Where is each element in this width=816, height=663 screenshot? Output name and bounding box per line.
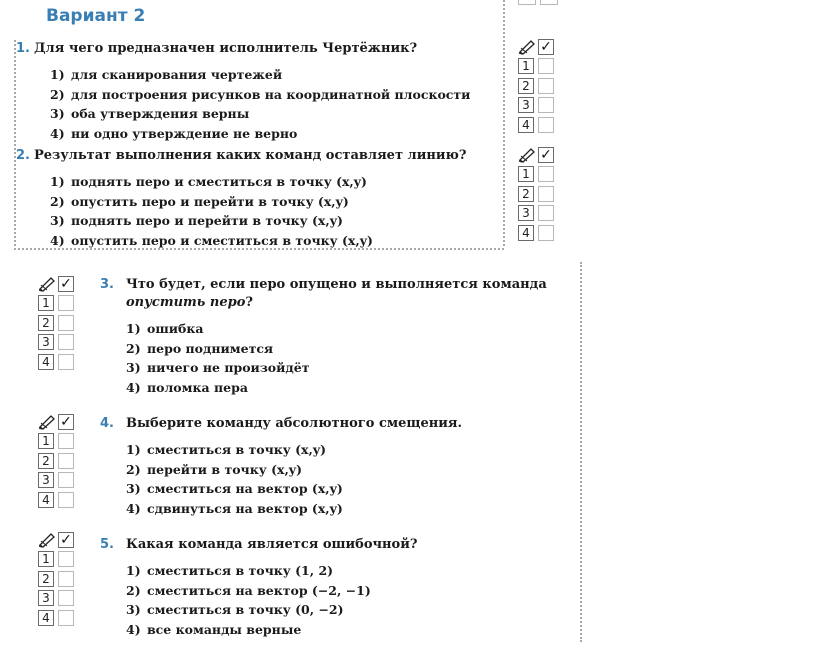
option[interactable]: 1) сместиться в точку (x,y) — [126, 442, 327, 457]
check-icon[interactable]: ✓ — [538, 147, 554, 163]
answer-block-4 — [38, 412, 78, 510]
option[interactable]: 2) перо поднимется — [126, 340, 274, 356]
question-number: 1. — [16, 41, 30, 56]
question-2 — [16, 147, 496, 250]
pencil-icon — [38, 414, 56, 430]
answer-number-box: 2 — [38, 315, 54, 331]
answer-number-box: 1 — [38, 295, 54, 311]
answer-number-box: 1 — [518, 166, 534, 182]
question-text: Выберите команду абсолютного смещения. — [126, 416, 463, 431]
question-text: Что будет, если перо опущено и выполняется команда опустить перо? — [126, 277, 547, 310]
option[interactable]: 2) сместиться на вектор (−2, −1) — [126, 582, 371, 598]
check-icon[interactable]: ✓ — [538, 39, 554, 55]
answer-number-box: 2 — [518, 78, 534, 94]
answer-block-5 — [38, 530, 78, 628]
answer-number-box: 1 — [38, 433, 54, 449]
answer-block-3 — [38, 274, 78, 372]
answer-checkbox[interactable] — [58, 472, 74, 488]
question-3 — [100, 276, 578, 397]
question-text: Какая команда является ошибочной? — [126, 537, 418, 552]
answer-checkbox[interactable] — [538, 117, 554, 133]
answer-checkbox[interactable] — [538, 205, 554, 221]
pencil-icon — [38, 276, 56, 292]
answer-checkbox[interactable] — [538, 166, 554, 182]
answer-checkbox[interactable] — [58, 551, 74, 567]
answer-checkbox[interactable] — [58, 354, 74, 370]
answer-checkbox[interactable] — [58, 492, 74, 508]
option[interactable]: 2) опустить перо и перейти в точку (x,y) — [50, 193, 349, 209]
question-5 — [100, 536, 578, 639]
answer-number-box: 3 — [518, 97, 534, 113]
answer-checkbox[interactable] — [58, 334, 74, 350]
answer-number-box: 3 — [38, 334, 54, 350]
option[interactable]: 1) ошибка — [126, 321, 204, 336]
pencil-icon — [38, 532, 56, 548]
variant-title: Вариант 2 — [46, 6, 146, 26]
question-number: 3. — [100, 277, 114, 292]
answer-checkbox[interactable] — [58, 610, 74, 626]
answer-checkbox[interactable] — [538, 78, 554, 94]
answer-number-box: 3 — [38, 472, 54, 488]
question-text: Результат выполнения каких команд оставляет линию? — [34, 148, 467, 163]
option[interactable]: 3) ничего не произойдёт — [126, 360, 310, 375]
pencil-icon — [518, 147, 536, 163]
answer-checkbox[interactable] — [538, 225, 554, 241]
option[interactable]: 4) опустить перо и сместиться в точку (x,y) — [50, 232, 373, 248]
answer-number-box: 4 — [38, 354, 54, 370]
question-number: 2. — [16, 148, 30, 163]
option[interactable]: 2) перейти в точку (x,y) — [126, 461, 302, 477]
answer-checkbox[interactable] — [58, 590, 74, 606]
answer-checkbox[interactable] — [538, 58, 554, 74]
answer-number-box: 1 — [518, 58, 534, 74]
question-text: Для чего предназначен исполнитель Чертёжник? — [34, 41, 418, 56]
option[interactable]: 4) все команды верные — [126, 621, 302, 637]
option[interactable]: 3) поднять перо и перейти в точку (x,y) — [50, 213, 343, 228]
answer-checkbox[interactable] — [58, 315, 74, 331]
question-1 — [16, 40, 496, 143]
pencil-icon — [518, 39, 536, 55]
options-list — [16, 172, 496, 250]
answer-number-box: 1 — [38, 551, 54, 567]
answer-number-box: 4 — [38, 610, 54, 626]
options-list — [16, 65, 496, 143]
answer-checkbox[interactable] — [538, 186, 554, 202]
answer-column-rule — [503, 0, 505, 246]
check-icon[interactable]: ✓ — [58, 532, 74, 548]
option[interactable]: 1) поднять перо и сместиться в точку (x,y) — [50, 174, 367, 189]
options-list — [100, 319, 578, 397]
question-number: 5. — [100, 537, 114, 552]
option[interactable]: 4) сдвинуться на вектор (x,y) — [126, 500, 343, 516]
option[interactable]: 4) ни одно утверждение не верно — [50, 125, 298, 141]
option[interactable]: 1) для сканирования чертежей — [50, 67, 283, 82]
option[interactable]: 3) оба утверждения верны — [50, 106, 250, 121]
check-icon[interactable]: ✓ — [58, 276, 74, 292]
question-number: 4. — [100, 416, 114, 431]
answer-checkbox[interactable] — [58, 571, 74, 587]
answer-number-box: 4 — [518, 117, 534, 133]
option[interactable]: 1) сместиться в точку (1, 2) — [126, 563, 334, 578]
option[interactable]: 3) сместиться в точку (0, −2) — [126, 602, 344, 617]
right-margin-rule — [580, 262, 582, 642]
option[interactable]: 3) сместиться на вектор (x,y) — [126, 481, 343, 496]
answer-block-2 — [518, 145, 558, 243]
answer-number-box: 3 — [518, 205, 534, 221]
top-answer-box-stubs — [518, 0, 562, 5]
option[interactable]: 4) поломка пера — [126, 379, 248, 395]
answer-number-box: 2 — [38, 453, 54, 469]
answer-checkbox[interactable] — [58, 295, 74, 311]
answer-number-box: 4 — [38, 492, 54, 508]
answer-number-box: 2 — [38, 571, 54, 587]
answer-checkbox[interactable] — [538, 97, 554, 113]
answer-number-box: 3 — [38, 590, 54, 606]
answer-block-1 — [518, 37, 558, 135]
answer-checkbox[interactable] — [58, 433, 74, 449]
question-4 — [100, 415, 578, 518]
answer-checkbox[interactable] — [58, 453, 74, 469]
option[interactable]: 2) для построения рисунков на координатной плоскости — [50, 86, 471, 102]
answer-number-box: 2 — [518, 186, 534, 202]
options-list — [100, 440, 578, 518]
answer-number-box: 4 — [518, 225, 534, 241]
options-list — [100, 561, 578, 639]
check-icon[interactable]: ✓ — [58, 414, 74, 430]
